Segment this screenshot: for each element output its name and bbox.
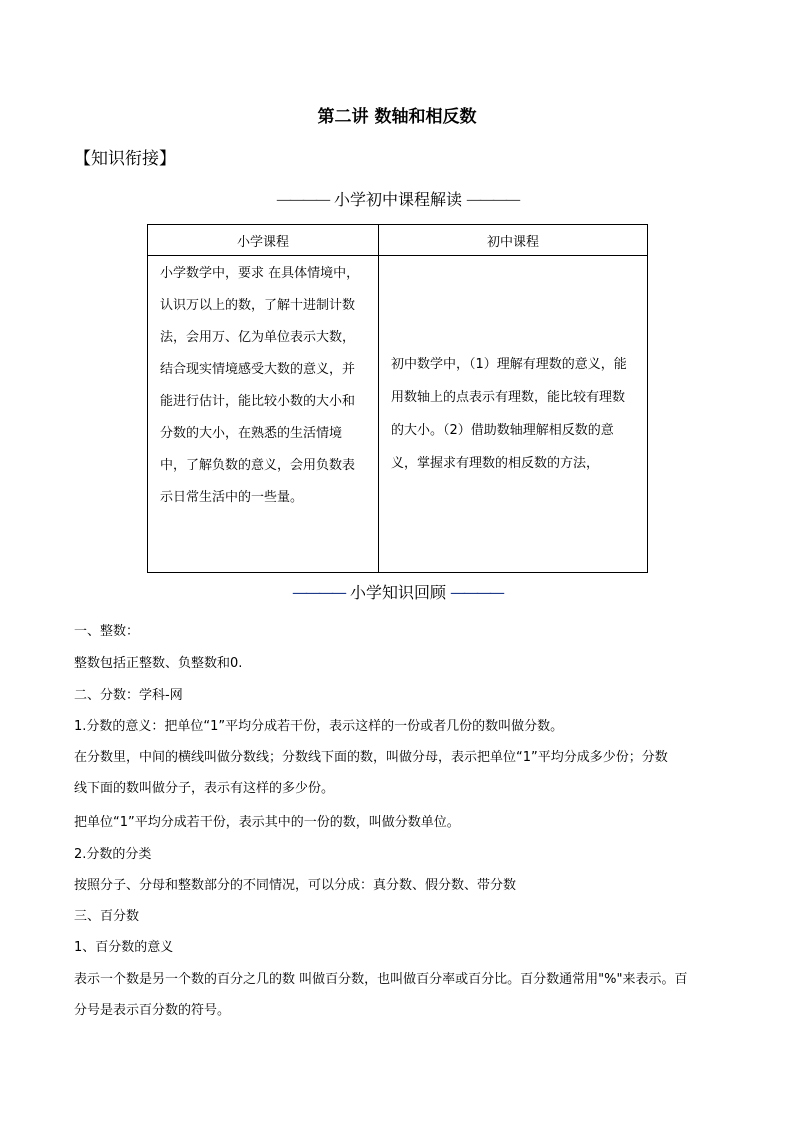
text-line: 分号是表示百分数的符号。	[74, 1003, 231, 1018]
text-line: 按照分子、分母和整数部分的不同情况，可以分成：真分数、假分数、带分数	[74, 878, 517, 893]
divider-dash-right: ————	[450, 583, 502, 602]
text-line: 在分数里，中间的横线叫做分数线；分数线下面的数，叫做分母，表示把单位“1”平均分成多少份；分数	[74, 750, 668, 765]
header-cell-primary: 小学课程	[148, 225, 379, 256]
divider-heading-review	[0, 581, 794, 605]
header-cell-middle: 初中课程	[379, 225, 648, 256]
text-line: 把单位“1”平均分成若干份，表示其中的一份的数，叫做分数单位。	[74, 815, 460, 830]
page-title: 第二讲 数轴和相反数	[317, 107, 477, 127]
curriculum-table	[147, 224, 648, 573]
divider-title: 小学初中课程解读	[333, 190, 462, 209]
cell-primary-curriculum: 小学数学中，要求 在具体情境中，认识万以上的数，了解十进制计数法，会用万、亿为单位表示大数，结合现实情境感受大数的意义，并能进行估计，能比较小数的大小和分数的大小，在熟悉的生活情境中，了解负数的意义，会用负数表示日常生活中的一些量。	[148, 256, 379, 573]
table-header-row	[148, 225, 648, 256]
text-line: 一、整数：	[74, 624, 140, 639]
divider-dash-left: ————	[275, 190, 328, 209]
text-line: 线下面的数叫做分子，表示有这样的多少份。	[74, 781, 335, 796]
text-line: 整数包括正整数、负整数和0.	[74, 656, 243, 671]
text-line: 1.分数的意义：把单位“1”平均分成若干份，表示这样的一份或者几份的数叫做分数。	[74, 719, 564, 734]
divider-dash-left: ————	[291, 583, 344, 602]
text-line: 表示一个数是另一个数的百分之几的数 叫做百分数，也叫做百分率或百分比。百分数通常用"%"来表示。百	[74, 972, 688, 987]
table-row	[148, 256, 648, 573]
text-line: 2.分数的分类	[74, 847, 152, 862]
divider-dash-right: ————	[466, 190, 518, 209]
text-line: 1、百分数的意义	[74, 940, 174, 955]
divider-heading-curriculum	[0, 188, 794, 212]
text-line: 三、百分数	[74, 909, 140, 924]
divider-title: 小学知识回顾	[349, 583, 446, 602]
text-line: 二、分数：学科-网	[74, 688, 183, 703]
section-heading: 【知识衔接】	[74, 149, 176, 169]
cell-middle-curriculum: 初中数学中，（1）理解有理数的意义，能用数轴上的点表示有理数，能比较有理数的大小。（2）借助数轴理解相反数的意义，掌握求有理数的相反数的方法，	[379, 256, 648, 573]
